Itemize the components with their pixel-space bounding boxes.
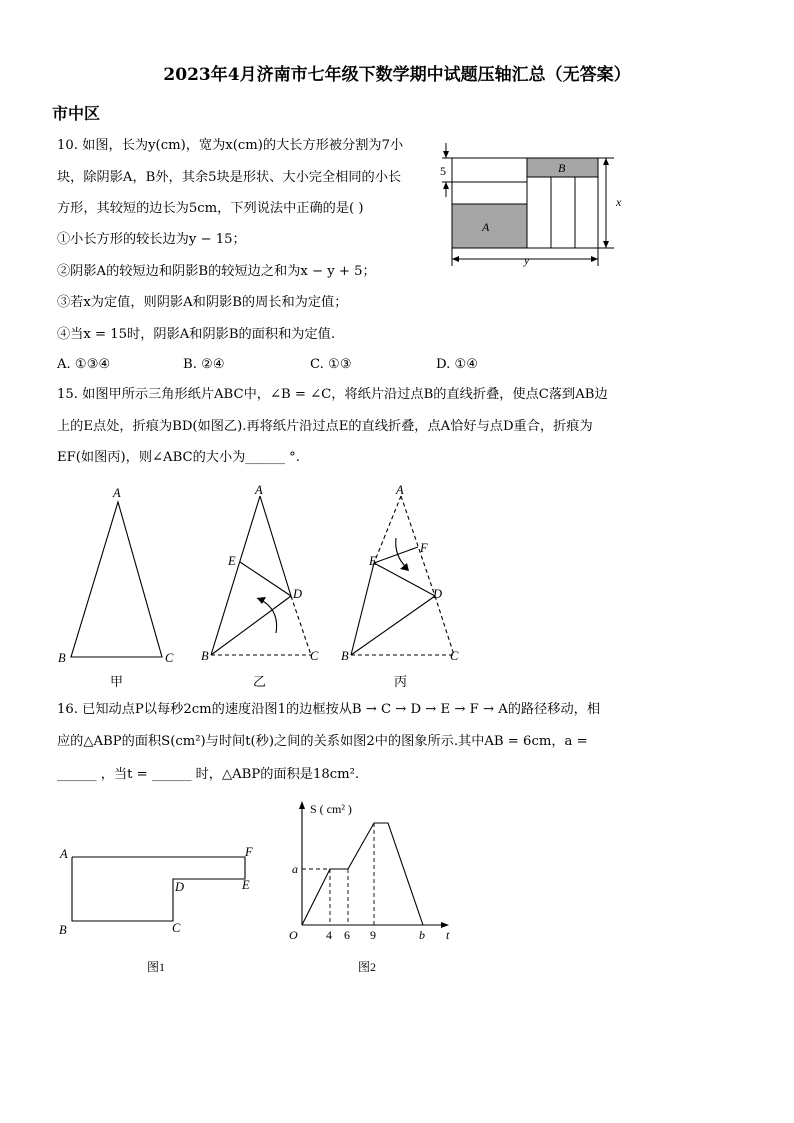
section-heading: 市中区 bbox=[52, 104, 101, 123]
q16-figure-1 bbox=[55, 840, 265, 975]
yi-label-b: B bbox=[201, 649, 209, 663]
bing-label-f: F bbox=[420, 541, 428, 555]
yi-label-e: E bbox=[228, 554, 236, 568]
q10-line-1: 10. 如图，长为y(cm)，宽为x(cm)的大长方形被分割为7小 bbox=[57, 138, 404, 153]
bing-label-e: E bbox=[369, 554, 377, 568]
jia-label-a: A bbox=[113, 486, 121, 500]
path-frame bbox=[72, 857, 245, 921]
fig1-label-b: B bbox=[59, 923, 67, 937]
label-y: y bbox=[524, 253, 530, 267]
q10-choice-c: C. ①③ bbox=[310, 357, 352, 372]
jia-label-b: B bbox=[58, 651, 66, 665]
q15-triangle-figures bbox=[50, 480, 480, 692]
fig2-caption: 图2 bbox=[358, 960, 377, 974]
yi-label-d: D bbox=[293, 587, 303, 601]
yi-label-a: A bbox=[255, 483, 263, 497]
q10-choice-b: B. ②④ bbox=[183, 357, 225, 372]
q15-line-1: 15. 如图甲所示三角形纸片ABC中，∠B = ∠C，将纸片沿过点B的直线折叠，使点C落到AB边 bbox=[57, 387, 608, 402]
page-title: 2023年4月济南市七年级下数学期中试题压轴汇总（无答案） bbox=[163, 65, 631, 85]
fig1-label-f: F bbox=[245, 845, 253, 859]
caption-yi: 乙 bbox=[253, 674, 267, 689]
jia-label-c: C bbox=[165, 651, 174, 665]
triangle-jia bbox=[71, 502, 162, 657]
q10-rectangle-figure bbox=[430, 140, 630, 270]
area-graph-line bbox=[302, 823, 423, 925]
q10-choice-d: D. ①④ bbox=[436, 357, 479, 372]
fig2-label-t: t bbox=[446, 928, 450, 942]
fig1-label-d: D bbox=[175, 880, 185, 894]
label-a: A bbox=[482, 220, 490, 234]
bing-label-c: C bbox=[450, 649, 459, 663]
bing-label-a: A bbox=[396, 483, 404, 497]
q10-line-7: ④当x = 15时，阴影A和阴影B的面积和为定值. bbox=[57, 327, 336, 342]
q15-line-2: 上的E点处，折痕为BD(如图乙).再将纸片沿过点E的直线折叠，点A恰好与点D重合，折痕为 bbox=[57, 419, 593, 434]
caption-jia: 甲 bbox=[110, 674, 124, 689]
fig1-label-a: A bbox=[60, 847, 68, 861]
q15-line-3: EF(如图丙)，则∠ABC的大小为______ °. bbox=[57, 450, 300, 465]
caption-bing: 丙 bbox=[394, 674, 408, 689]
q10-line-5: ②阴影A的较短边和阴影B的较短边之和为x − y + 5； bbox=[57, 264, 376, 279]
fig2-tick-9: 9 bbox=[370, 928, 376, 942]
q10-line-2: 块，除阴影A，B外，其余5块是形状、大小完全相同的小长 bbox=[57, 170, 402, 185]
fig1-caption: 图1 bbox=[147, 960, 166, 974]
q10-choice-a: A. ①③④ bbox=[57, 357, 111, 372]
label-x: x bbox=[616, 195, 622, 209]
fig2-tick-6: 6 bbox=[344, 928, 350, 942]
q10-line-6: ③若x为定值，则阴影A和阴影B的周长和为定值； bbox=[57, 295, 348, 310]
fig2-tick-b: b bbox=[419, 928, 425, 942]
fig1-label-c: C bbox=[172, 921, 181, 935]
fig2-label-a: a bbox=[292, 862, 298, 876]
bing-label-b: B bbox=[341, 649, 349, 663]
label-5: 5 bbox=[440, 164, 446, 178]
bing-label-d: D bbox=[433, 587, 443, 601]
shaded-region-a bbox=[452, 204, 527, 248]
q16-figure-2 bbox=[280, 795, 460, 975]
fig2-label-o: O bbox=[289, 928, 298, 942]
fig2-tick-4: 4 bbox=[326, 928, 332, 942]
yi-label-c: C bbox=[310, 649, 319, 663]
fig2-ylabel: S ( cm² ) bbox=[310, 802, 352, 816]
q16-line-2: 应的△ABP的面积S(cm²)与时间t(秒)之间的关系如图2中的图象所示.其中AB = 6cm，a = bbox=[57, 734, 588, 749]
label-b: B bbox=[558, 161, 566, 175]
q16-line-3: ______ ，当t = ______ 时，△ABP的面积是18cm². bbox=[57, 767, 360, 782]
q10-line-4: ①小长方形的较长边为y − 15； bbox=[57, 232, 246, 247]
q10-line-3: 方形，其较短的边长为5cm，下列说法中正确的是( ) bbox=[57, 201, 364, 216]
q16-line-1: 16. 已知动点P以每秒2cm的速度沿图1的边框按从B → C → D → E → F → A的路径移动，相 bbox=[57, 702, 601, 717]
fig1-label-e: E bbox=[242, 878, 250, 892]
